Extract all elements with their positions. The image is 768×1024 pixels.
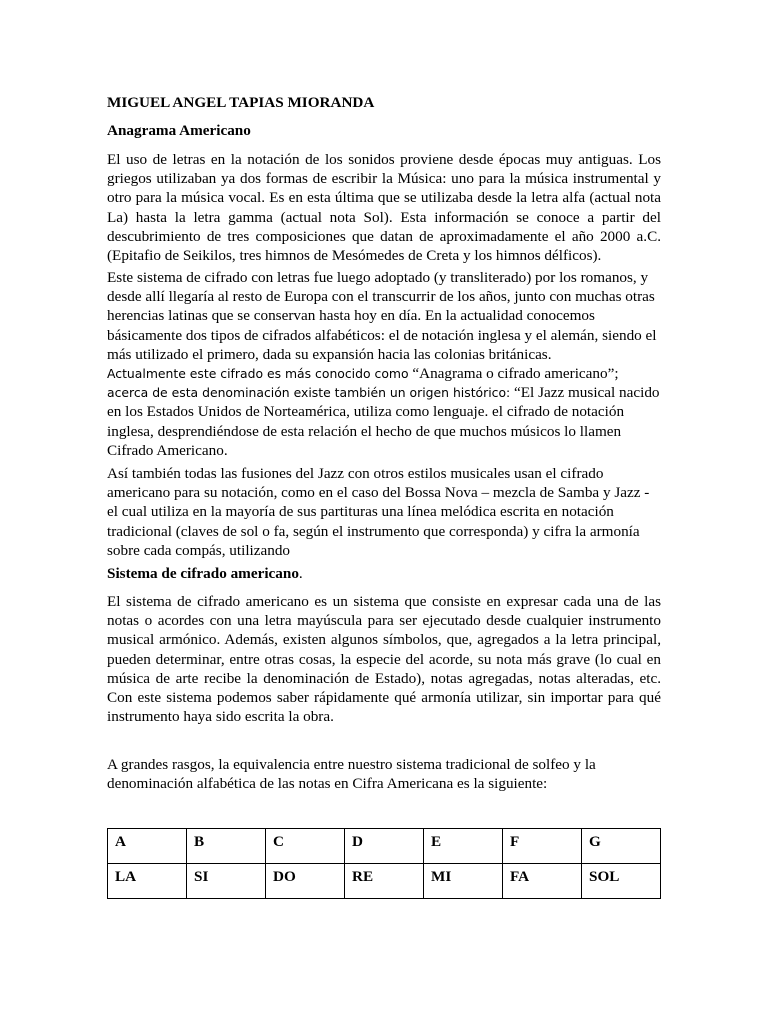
table-cell: FA (503, 864, 582, 899)
paragraph-origins: El uso de letras en la notación de los sonidos proviene desde épocas muy antiguas. Los griegos utilizaban ya dos formas de escribir la Música: uno para la música instrumental y otro para la música vocal. Es en esta última que se utilizaba desde la letra alfa (actual nota La) hasta la letra gamma (actual nota Sol). Esta información se conoce a partir del descubrimiento de tres composiciones que datan de aproximadamente el año 2000 a.C. (Epitafio de Seikilos, tres himnos de Mesómedes de Creta y los himnos délficos). (107, 151, 661, 265)
section-title-sistema-text: Sistema de cifrado americano (107, 565, 299, 582)
notes-equivalence-table (107, 828, 661, 899)
table-cell: B (187, 829, 266, 864)
paragraph-sistema: El sistema de cifrado americano es un sistema que consiste en expresar cada una de las notas o acordes con una letra mayúscula para ser ejecutado desde cualquier instrumento musical armónico. Además, existen algunos símbolos, que, agregados a la letra principal, pueden determinar, entre otras cosas, la especie del acorde, su nota más grave (lo cual en música de arte recibe la denominación de Estado), notas agregadas, notas alteradas, etc. Con este sistema podemos saber rápidamente qué armonía utilizar, sin importar para qué instrumento haya sido escrita la obra. (107, 593, 661, 726)
table-cell: LA (108, 864, 187, 899)
table-cell: E (424, 829, 503, 864)
table-cell: MI (424, 864, 503, 899)
table-row-letters (108, 829, 661, 864)
section-title-sistema (107, 564, 661, 583)
table-row-solfege (108, 864, 661, 899)
text-anagrama-quote: “Anagrama o cifrado americano”; (408, 365, 619, 382)
text-acerca: acerca de esta denominación existe también un origen histórico: (107, 385, 511, 401)
section-title-anagrama: Anagrama Americano (107, 122, 251, 139)
table-cell: SI (187, 864, 266, 899)
text-jazz-quote: “El Jazz musical nacido en los Estados Unidos de Norteamérica, utiliza como lenguaje. el cifrado de notación inglesa, desprendiéndose de esta relación el hecho de que muchos músicos lo llamen Cifrado Americano. (107, 384, 660, 459)
text-actualmente: Actualmente este cifrado es más conocido como (107, 366, 409, 381)
table-cell: G (582, 829, 661, 864)
paragraph-anagrama-jazz (107, 364, 661, 460)
table-cell: D (345, 829, 424, 864)
section-title-period: . (298, 565, 303, 582)
paragraph-equivalence: A grandes rasgos, la equivalencia entre nuestro sistema tradicional de solfeo y la denominación alfabética de las notas en Cifra Americana es la siguiente: (107, 756, 596, 793)
table-cell: SOL (582, 864, 661, 899)
table-cell: RE (345, 864, 424, 899)
paragraph-romans: Este sistema de cifrado con letras fue luego adoptado (y transliterado) por los romanos, y desde allí llegaría al resto de Europa con el transcurrir de los años, junto con muchas otras herencias latinas que se conservan hasta hoy en día. En la actualidad conocemos básicamente dos tipos de cifrados alfabéticos: el de notación inglesa y el alemán, siendo el más utilizado el primero, dada su expansión hacia las colonias británicas. (107, 269, 657, 363)
table-cell: DO (266, 864, 345, 899)
paragraph-fusions: Así también todas las fusiones del Jazz con otros estilos musicales usan el cifrado americano para su notación, como en el caso del Bossa Nova – mezcla de Samba y Jazz - el cual utiliza en la mayoría de sus partituras una línea melódica escrita en notación tradicional (claves de sol o fa, según el instrumento que corresponda) y cifra la armonía sobre cada compás, utilizando (107, 465, 650, 559)
table-cell: F (503, 829, 582, 864)
author-name: MIGUEL ANGEL TAPIAS MIORANDA (107, 94, 375, 111)
table-cell: C (266, 829, 345, 864)
table-cell: A (108, 829, 187, 864)
